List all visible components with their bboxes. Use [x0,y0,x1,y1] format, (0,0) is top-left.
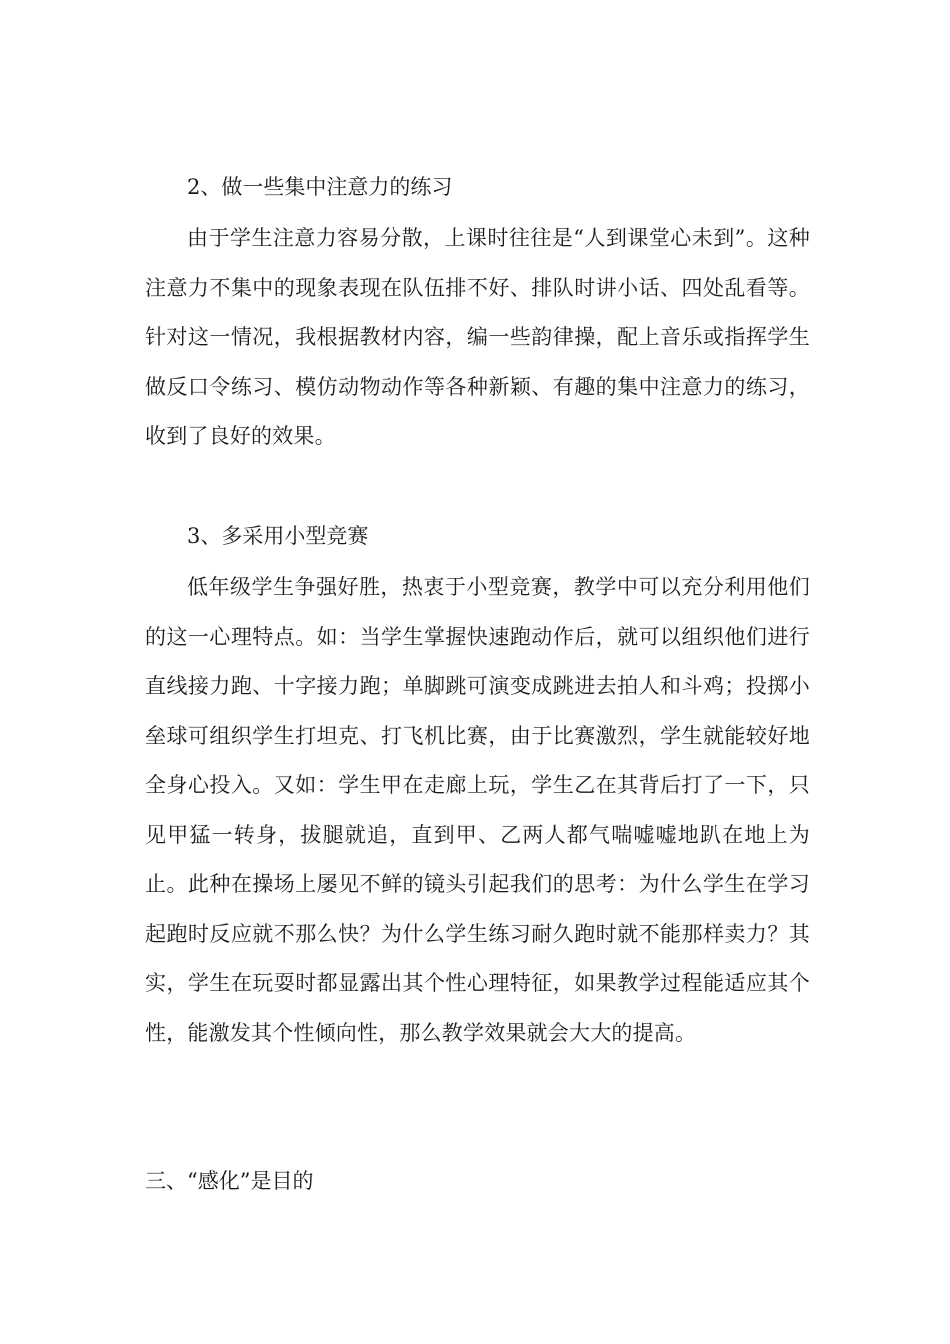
paragraph-attention-exercises: 由于学生注意力容易分散，上课时往往是“人到课堂心未到”。这种注意力不集中的现象表现在队伍排不好、排队时讲小话、四处乱看等。针对这一情况，我根据教材内容，编一些韵律操，配上音乐或指挥学生做反口令练习、模仿动物动作等各种新颖、有趣的集中注意力的练习，收到了良好的效果。 [145,226,810,448]
paragraph-small-competitions: 低年级学生争强好胜，热衷于小型竞赛，教学中可以充分利用他们的这一心理特点。如：当学生掌握快速跑动作后，就可以组织他们进行直线接力跑、十字接力跑；单脚跳可演变成跳进去拍人和斗鸡；投掷小垒球可组织学生打坦克、打飞机比赛，由于比赛激烈，学生就能较好地全身心投入。又如：学生甲在走廊上玩，学生乙在其背后打了一下，只见甲猛一转身，拔腿就追，直到甲、乙两人都气喘嘘嘘地趴在地上为止。此种在操场上屡见不鲜的镜头引起我们的思考：为什么学生在学习起跑时反应就不那么快？为什么学生练习耐久跑时就不能那样卖力？其实，学生在玩耍时都显露出其个性心理特征，如果教学过程能适应其个性，能激发其个性倾向性，那么教学效果就会大大的提高。 [145,575,810,1045]
subheading-item-3: 3、多采用小型竞赛 [187,524,369,548]
section-heading-3: 三、“感化”是目的 [145,1169,314,1193]
subheading-item-2: 2、做一些集中注意力的练习 [187,175,453,199]
